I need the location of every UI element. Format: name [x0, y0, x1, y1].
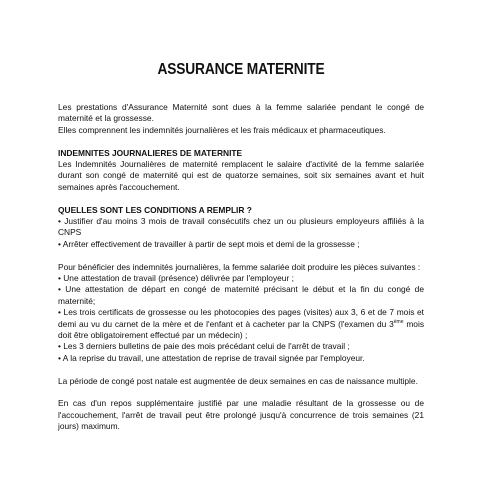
- piece3-text-end: mois doit être obligatoirement effectué par un médecin) ;: [58, 318, 425, 341]
- section-heading-indemnites: INDEMNITES JOURNALIERES DE MATERNITE: [58, 147, 243, 158]
- intro-paragraph-2: Elles comprennent les indemnités journalières et les frais médicaux et pharmaceutiques.: [58, 124, 386, 135]
- piece3-text: • Les trois certificats de grossesse ou les photocopies des pages (visites) aux 3, 6 et de 7 mois et demi au vu du carnet de la mère et de l'enfant et à cacheter par la CNPS (l'examen du 3: [58, 307, 424, 329]
- indemnites-paragraph: Les Indemnités Journalières de maternité remplacent le salaire d'activité de la femme salariée durant son congé de maternité qui est de quatorze semaines, soit six semaines avant et huit semaines après l'accouchement.: [58, 159, 424, 192]
- repos-paragraph: En cas d'un repos supplémentaire justifié par une maladie résultant de la grossesse ou de l'accouchement, l'arrêt de travail peut être prolongé jusqu'à concurrence de trois semaines (21 jours) maximum.: [58, 398, 424, 432]
- pieces-intro: Pour bénéficier des indemnités journalières, la femme salariée doit produire les pièces suivantes :: [58, 261, 421, 272]
- piece-item-certificats: [58, 307, 424, 341]
- section-heading-conditions: QUELLES SONT LES CONDITIONS A REMPLIR ?: [58, 204, 252, 215]
- document-title: ASSURANCE MATERNITE: [157, 61, 325, 78]
- piece-item: • Une attestation de départ en congé de maternité précisant le début et la fin du congé de maternité;: [58, 284, 424, 306]
- postnatal-paragraph: La période de congé post natale est augmentée de deux semaines en cas de naissance multiple.: [58, 375, 418, 386]
- intro-paragraph-1: Les prestations d'Assurance Maternité sont dues à la femme salariée pendant le congé de maternité et la grossesse.: [58, 102, 424, 124]
- piece3-superscript: ème: [393, 318, 404, 325]
- piece-item: • A la reprise du travail, une attestation de reprise de travail signée par l'employeur.: [58, 352, 365, 363]
- document-page: [58, 60, 424, 433]
- condition-item: • Arrêter effectivement de travailler à partir de sept mois et demi de la grossesse ;: [58, 238, 360, 249]
- piece-item: • Les 3 derniers bulletins de paie des mois précédant celui de l'arrêt de travail ;: [58, 341, 350, 352]
- piece-item: • Une attestation de travail (présence) délivrée par l'employeur ;: [58, 273, 294, 284]
- condition-item: • Justifier d'au moins 3 mois de travail consécutifs chez un ou plusieurs employeurs affiliés à la CNPS: [58, 216, 424, 238]
